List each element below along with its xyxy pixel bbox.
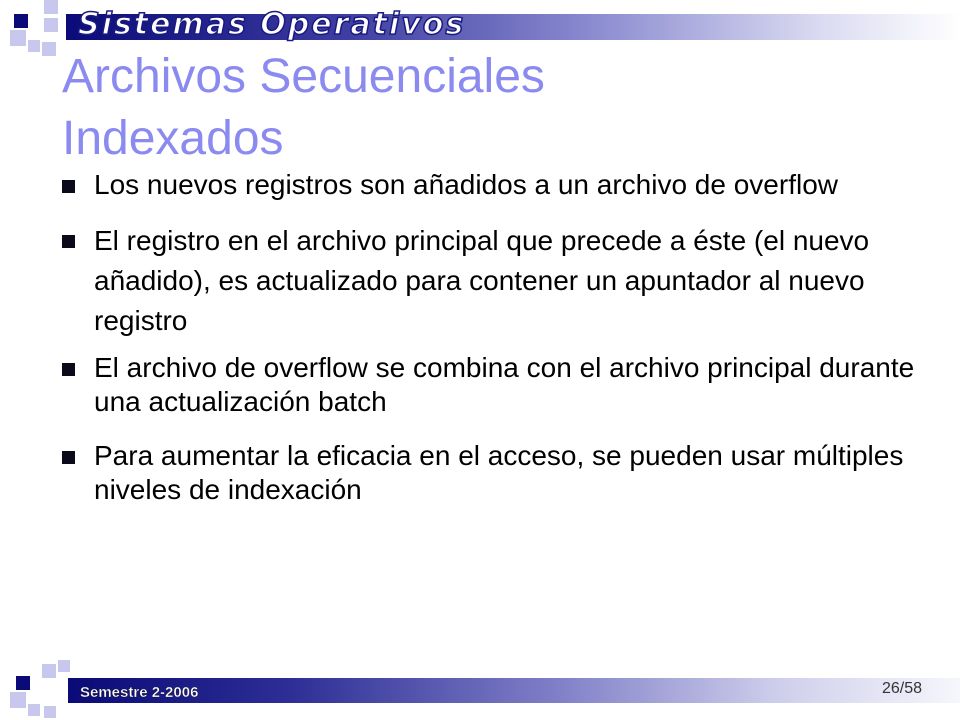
bullet-item <box>62 439 922 507</box>
deco-square-light <box>42 42 56 56</box>
page-number: 26/58 <box>882 680 923 697</box>
bullet-text: El archivo de overflow se combina con el archivo principal durante una actualización batch <box>94 352 915 417</box>
bullet-square-icon <box>62 180 75 193</box>
deco-square-light <box>10 30 26 46</box>
header-banner-text: Sistemas Operativos <box>78 7 466 42</box>
bullet-square-icon <box>62 235 75 248</box>
bullet-text: Para aumentar la eficacia en el acceso, se pueden usar múltiples niveles de indexación <box>94 440 904 505</box>
deco-square-light <box>42 664 56 678</box>
deco-square-light <box>58 660 70 672</box>
footer-bar <box>68 678 960 703</box>
bullet-square-icon <box>62 451 75 464</box>
bullet-text: El registro en el archivo principal que precede a éste (el nuevo añadido), es actualizado para contener un apuntador al nuevo registro <box>94 225 870 336</box>
bullet-text: Los nuevos registros son añadidos a un archivo de overflow <box>94 169 838 200</box>
deco-square-light <box>28 40 40 52</box>
bullet-square-icon <box>62 363 75 376</box>
deco-square-light <box>44 0 58 14</box>
deco-square-light <box>28 704 40 716</box>
deco-square-light <box>44 706 56 718</box>
deco-square-light <box>44 18 58 32</box>
deco-square-dark <box>14 14 28 28</box>
slide-title: Archivos Secuenciales Indexados <box>62 50 545 165</box>
bullet-item <box>62 221 922 341</box>
bullet-list <box>62 168 922 507</box>
deco-square-light <box>10 692 26 708</box>
deco-square-dark <box>16 676 30 690</box>
bullet-item <box>62 351 922 419</box>
footer-semester: Semestre 2-2006 <box>80 684 199 701</box>
bullet-item <box>62 168 922 202</box>
